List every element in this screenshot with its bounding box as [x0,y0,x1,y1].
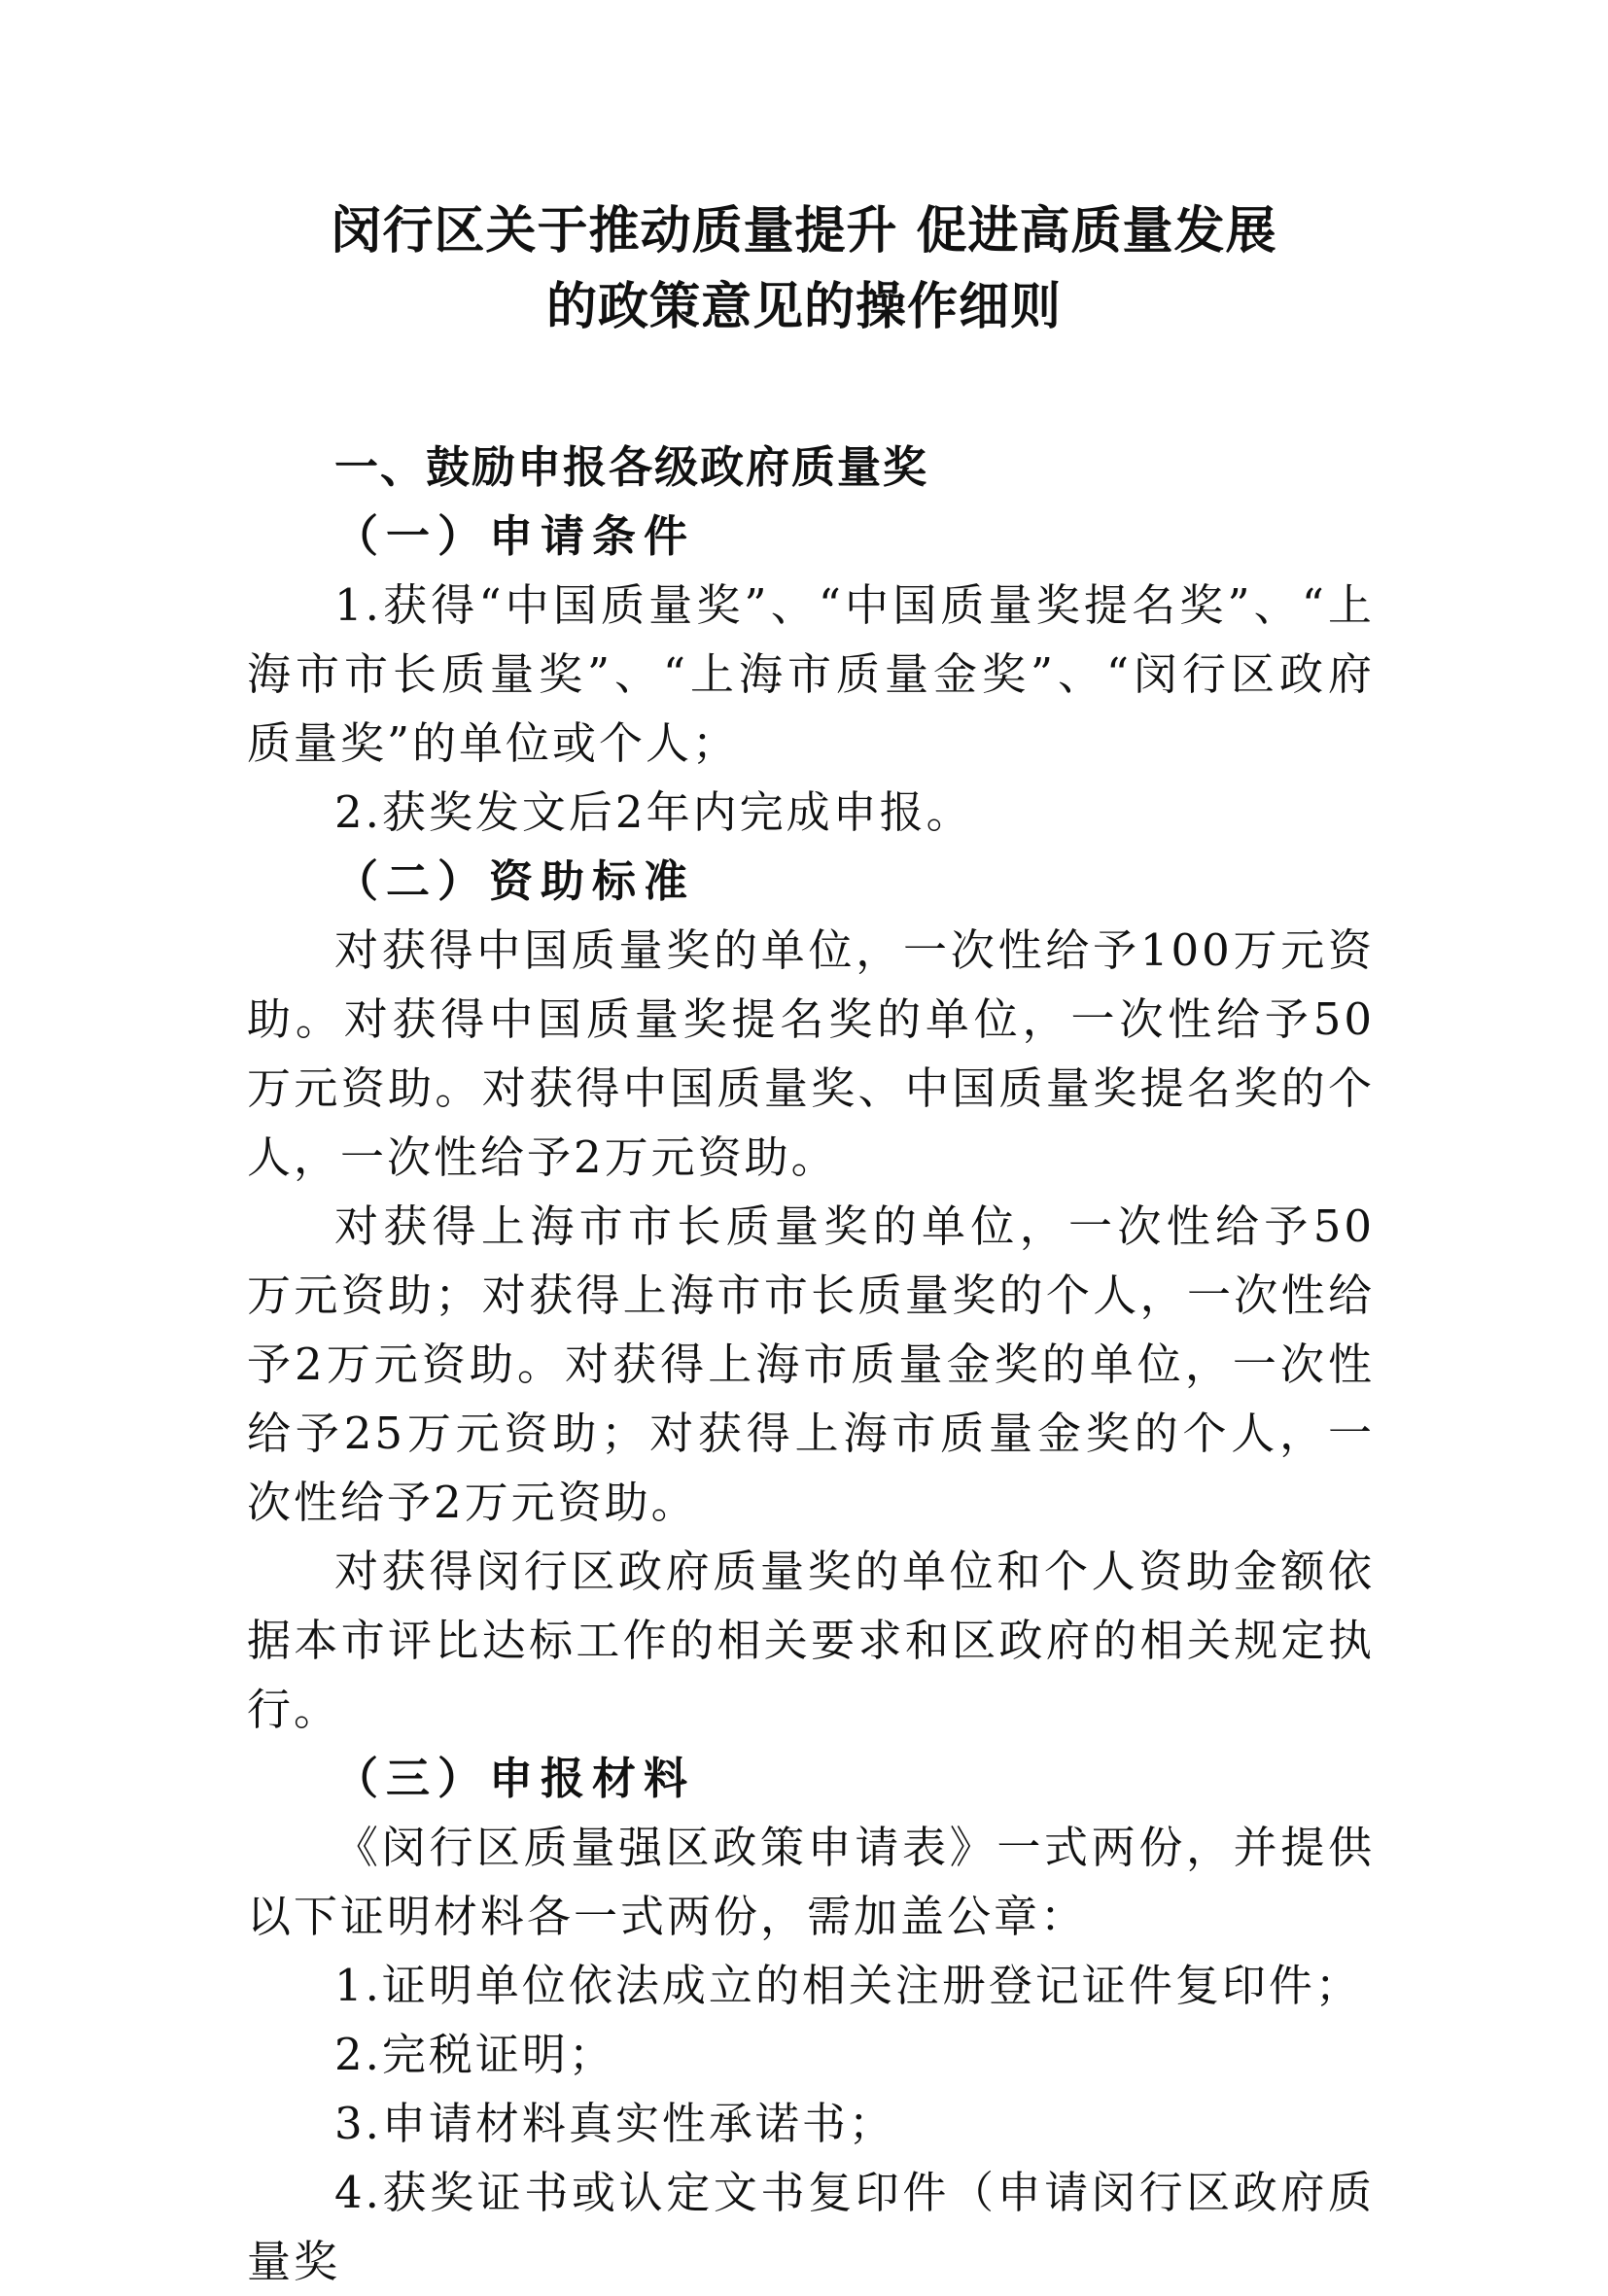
funding-paragraph: 对获得上海市市长质量奖的单位，一次性给予50万元资助；对获得上海市市长质量奖的个人，一次性给予2万元资助。对获得上海市质量金奖的单位，一次性给予25万元资助；对获得上海市质量金奖的个人，一次性给予2万元资助。 [247,1200,1375,1528]
materials-item: 1.证明单位依法成立的相关注册登记证件复印件； [334,1960,1362,2011]
materials-intro: 《闵行区质量强区政策申请表》一式两份，并提供以下证明材料各一式两份，需加盖公章： [247,1822,1375,1942]
document-title-line-1: 闵行区关于推动质量提升 促进高质量发展 [331,201,1277,261]
document-body [247,433,1375,2296]
subsection-heading-conditions: （一）申请条件 [334,510,696,562]
materials-item: 3.申请材料真实性承诺书； [334,2098,895,2149]
document-title-line-2: 的政策意见的操作细则 [545,277,1062,336]
section-heading: 一、鼓励申报各级政府质量奖 [334,441,929,493]
subsection-heading-funding: （二）资助标准 [334,855,696,907]
condition-item: 1.获得“中国质量奖”、“中国质量奖提名奖”、“上海市市长质量奖”、“上海市质量金奖”、“闵行区政府质量奖”的单位或个人； [247,579,1375,769]
subsection-heading-materials: （三）申报材料 [334,1753,696,1804]
funding-paragraph: 对获得中国质量奖的单位，一次性给予100万元资助。对获得中国质量奖提名奖的单位，一次性给予50万元资助。对获得中国质量奖、中国质量奖提名奖的个人，一次性给予2万元资助。 [247,924,1375,1183]
condition-item: 2.获奖发文后2年内完成申报。 [334,786,973,838]
materials-item: 2.完税证明； [334,2029,615,2080]
funding-paragraph: 对获得闵行区政府质量奖的单位和个人资助金额依据本市评比达标工作的相关要求和区政府的相关规定执行。 [247,1546,1375,1735]
materials-item: 4.获奖证书或认定文书复印件（申请闵行区政府质量奖 [247,2167,1375,2287]
